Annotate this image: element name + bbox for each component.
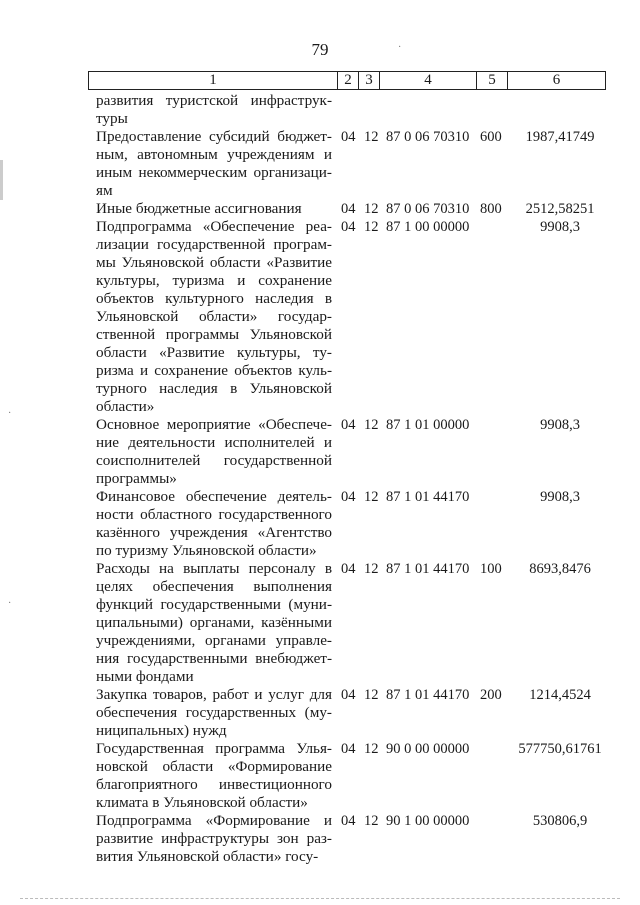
row-target-article: 87 1 01 44170 xyxy=(386,687,470,703)
row-target-article: 87 1 01 00000 xyxy=(386,417,470,433)
row-target-article: 87 1 01 44170 xyxy=(386,561,470,577)
row-subsection: 12 xyxy=(364,129,379,145)
row-name: Финансовое обеспечение деятель-ности областного государственного казённого учреждения «Агентство по туризму Ульяновской области» xyxy=(96,488,332,559)
row-section: 04 xyxy=(341,489,356,505)
row-target-article: 90 1 00 00000 xyxy=(386,813,470,829)
row-amount: 1987,41749 xyxy=(525,129,595,145)
row-amount: 530806,9 xyxy=(532,813,588,829)
row-subsection: 12 xyxy=(364,201,379,217)
row-section: 04 xyxy=(341,219,356,235)
table-row xyxy=(0,416,640,488)
row-target-article: 90 0 00 00000 xyxy=(386,741,470,757)
row-target-article: 87 1 01 44170 xyxy=(386,489,470,505)
row-amount: 9908,3 xyxy=(540,219,580,235)
row-section: 04 xyxy=(341,129,356,145)
row-subsection: 12 xyxy=(364,813,379,829)
header-col-4: 4 xyxy=(380,72,477,90)
row-expense-type: 800 xyxy=(480,201,502,217)
row-name: Подпрограмма «Формирование и развитие инфраструктуры зон раз-вития Ульяновской области» госу- xyxy=(96,812,332,865)
header-col-2: 2 xyxy=(338,72,359,90)
row-section: 04 xyxy=(341,687,356,703)
row-expense-type: 100 xyxy=(480,561,502,577)
row-subsection: 12 xyxy=(364,489,379,505)
table-header xyxy=(88,71,606,90)
table-row xyxy=(0,200,640,218)
row-subsection: 12 xyxy=(364,741,379,757)
row-expense-type: 200 xyxy=(480,687,502,703)
row-amount: 9908,3 xyxy=(540,417,580,433)
budget-table-body xyxy=(0,92,640,866)
table-row xyxy=(0,560,640,686)
scan-bottom-edge xyxy=(20,898,620,899)
row-amount: 8693,8476 xyxy=(529,561,591,577)
table-row xyxy=(0,686,640,740)
header-col-6: 6 xyxy=(508,72,606,90)
table-row xyxy=(0,128,640,200)
row-section: 04 xyxy=(341,741,356,757)
row-name: Основное мероприятие «Обеспече-ние деятельности исполнителей и соисполнителей государственной программы» xyxy=(96,416,332,487)
row-expense-type: 600 xyxy=(480,129,502,145)
scan-speck: · xyxy=(8,598,12,609)
row-subsection: 12 xyxy=(364,219,379,235)
row-target-article: 87 0 06 70310 xyxy=(386,129,470,145)
row-name: Иные бюджетные ассигнования xyxy=(96,200,302,217)
row-amount: 2512,58251 xyxy=(525,201,595,217)
row-name: Закупка товаров, работ и услуг для обеспечения государственных (му-ниципальных) нужд xyxy=(96,686,332,739)
header-col-1: 1 xyxy=(89,72,338,90)
row-name: Государственная программа Улья-новской области «Формирование благоприятного инвестиционного климата в Ульяновской области» xyxy=(96,740,332,811)
scan-edge-mark xyxy=(0,160,3,200)
row-amount: 577750,61761 xyxy=(518,741,602,757)
row-section: 04 xyxy=(341,201,356,217)
scan-speck: · xyxy=(8,408,12,419)
row-amount: 1214,4524 xyxy=(529,687,591,703)
table-row xyxy=(0,488,640,560)
row-subsection: 12 xyxy=(364,561,379,577)
row-subsection: 12 xyxy=(364,687,379,703)
table-row xyxy=(0,92,640,128)
table-row xyxy=(0,740,640,812)
row-name: развития туристской инфраструк-туры xyxy=(96,92,332,127)
row-name: Подпрограмма «Обеспечение реа-лизации государственной програм-мы Ульяновской области «Развитие культуры, туризма и сохранение объектов культурного наследия в Ульяновской области» государ-ственной программы Ульяновской области «Развитие культуры, ту-ризма и сохранение объектов куль-турного наследия в Ульяновской области» xyxy=(96,218,332,415)
row-target-article: 87 0 06 70310 xyxy=(386,201,470,217)
row-section: 04 xyxy=(341,561,356,577)
row-section: 04 xyxy=(341,417,356,433)
table-row xyxy=(0,812,640,866)
row-amount: 9908,3 xyxy=(540,489,580,505)
header-col-3: 3 xyxy=(359,72,380,90)
table-row xyxy=(0,218,640,416)
row-name: Предоставление субсидий бюджет-ным, автономным учреждениям и иным некоммерческим организаци-ям xyxy=(96,128,332,199)
row-subsection: 12 xyxy=(364,417,379,433)
row-name: Расходы на выплаты персоналу в целях обеспечения выполнения функций государственными (муни-ципальными) органами, казёнными учреждениями, органами управле-ния государственными внебюджет-ными фондами xyxy=(96,560,332,685)
scan-speck: · xyxy=(398,42,402,53)
header-col-5: 5 xyxy=(477,72,508,90)
row-section: 04 xyxy=(341,813,356,829)
page-number: 79 xyxy=(311,40,329,59)
row-target-article: 87 1 00 00000 xyxy=(386,219,470,235)
